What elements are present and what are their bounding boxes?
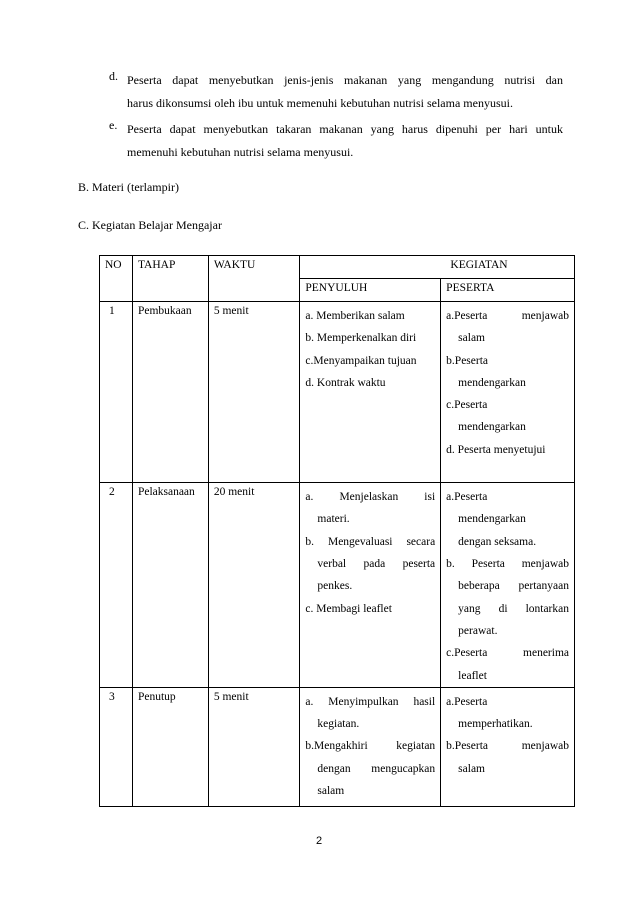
row-peserta — [441, 483, 575, 688]
peserta-item: perawat. — [458, 624, 498, 637]
section-b-heading: B. Materi (terlampir) — [78, 180, 179, 194]
peserta-item: mendengarkan — [458, 421, 526, 434]
peserta-item: b.Peserta menjawab — [446, 740, 569, 753]
row-tahap: Pembukaan — [132, 302, 208, 483]
row-waktu: 5 menit — [208, 302, 300, 483]
row-penyuluh — [300, 302, 441, 483]
peserta-item: a.Peserta — [446, 491, 488, 504]
objective-marker: e. — [109, 118, 118, 132]
peserta-item: beberapa pertanyaan — [458, 580, 569, 593]
peserta-item: c.Peserta — [446, 399, 488, 412]
objective-line: Peserta dapat menyebutkan takaran makanan yang harus dipenuhi per hari untuk — [127, 122, 563, 136]
penyuluh-item: a. Menyimpulkan hasil — [305, 695, 436, 708]
peserta-item: mendengarkan — [458, 513, 526, 526]
penyuluh-item: a. Menjelaskan isi — [305, 491, 436, 504]
objective-marker: d. — [109, 69, 118, 83]
row-waktu: 5 menit — [208, 687, 300, 806]
penyuluh-item: b. Memperkenalkan diri — [305, 332, 417, 345]
penyuluh-item: a. Memberikan salam — [305, 310, 405, 322]
penyuluh-item: d. Kontrak waktu — [305, 376, 386, 389]
row-tahap: Penutup — [132, 687, 208, 806]
objective-line: Peserta dapat menyebutkan jenis-jenis makanan yang mengandung nutrisi dan — [127, 73, 563, 87]
peserta-item: mendengarkan — [458, 376, 526, 389]
peserta-item: a.Peserta menjawab — [446, 310, 569, 322]
penyuluh-item: b. Mengevaluasi secara — [305, 535, 436, 548]
peserta-item: salam — [458, 332, 485, 345]
peserta-item: yang di lontarkan — [458, 602, 569, 615]
peserta-item: c.Peserta menerima — [446, 647, 569, 660]
page-number: 2 — [315, 835, 323, 847]
header-kegiatan: KEGIATAN — [300, 256, 575, 279]
row-no: 3 — [100, 687, 133, 806]
section-c-heading: C. Kegiatan Belajar Mengajar — [78, 218, 222, 232]
row-no: 1 — [100, 302, 133, 483]
header-peserta: PESERTA — [441, 279, 575, 302]
penyuluh-item: b.Mengakhiri kegiatan — [305, 740, 436, 753]
penyuluh-item: dengan mengucapkan — [317, 762, 436, 775]
row-peserta — [441, 687, 575, 806]
activity-table — [99, 255, 575, 807]
header-tahap: TAHAP — [132, 256, 208, 302]
peserta-item: d. Peserta menyetujui — [446, 443, 546, 456]
table-row — [100, 687, 575, 806]
peserta-item: a.Peserta — [446, 695, 488, 708]
row-peserta — [441, 302, 575, 483]
penyuluh-item: c. Membagi leaflet — [305, 602, 392, 615]
penyuluh-item: verbal pada peserta — [317, 558, 436, 571]
penyuluh-item: materi. — [317, 513, 350, 526]
header-waktu: WAKTU — [208, 256, 300, 302]
peserta-item: memperhatikan. — [458, 718, 533, 731]
peserta-item: leaflet — [458, 669, 487, 682]
row-no: 2 — [100, 483, 133, 688]
row-penyuluh — [300, 687, 441, 806]
penyuluh-item: kegiatan. — [317, 718, 360, 731]
table-row — [100, 302, 575, 483]
row-penyuluh — [300, 483, 441, 688]
row-tahap: Pelaksanaan — [132, 483, 208, 688]
header-no: NO — [100, 256, 133, 302]
header-penyuluh: PENYULUH — [300, 279, 441, 302]
penyuluh-item: salam — [317, 785, 345, 798]
row-waktu: 20 menit — [208, 483, 300, 688]
objective-line: harus dikonsumsi oleh ibu untuk memenuhi kebutuhan nutrisi selama menyusui. — [127, 96, 513, 110]
peserta-item: b. Peserta menjawab — [446, 558, 569, 571]
peserta-item: dengan seksama. — [458, 535, 537, 548]
table-row — [100, 483, 575, 688]
peserta-item: salam — [458, 762, 485, 775]
peserta-item: b.Peserta — [446, 354, 489, 367]
penyuluh-item: penkes. — [317, 580, 353, 593]
objective-line: memenuhi kebutuhan nutrisi selama menyusui. — [127, 145, 354, 159]
penyuluh-item: c.Menyampaikan tujuan — [305, 354, 417, 367]
